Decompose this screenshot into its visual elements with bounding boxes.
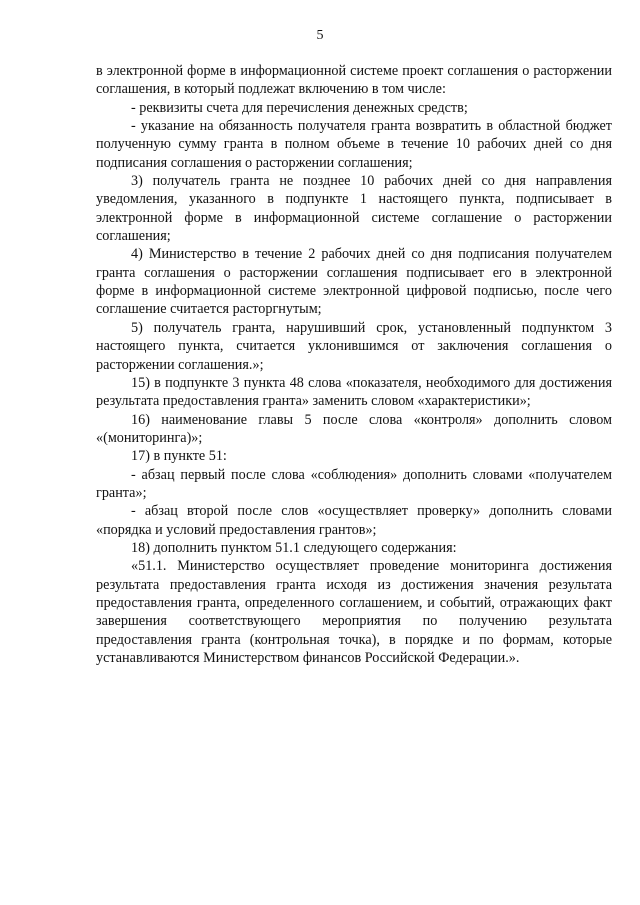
paragraph-item-3: 3) получатель гранта не позднее 10 рабочих дней со дня направления уведомления, указанного в подпункте 1 настоящего пункта, подписывает в электронной форме в информационной системе соглашение о расторжении соглашения; <box>96 173 612 245</box>
paragraph-item-15: 15) в подпункте 3 пункта 48 слова «показателя, необходимого для достижения результата предоставления гранта» заменить словом «характеристики»; <box>96 374 612 410</box>
paragraph-continuation: в электронной форме в информационной системе проект соглашения о расторжении соглашения, в который подлежат включению в том числе: <box>96 63 612 98</box>
document-body <box>96 62 612 667</box>
paragraph-item-17: 17) в пункте 51: <box>131 448 227 465</box>
paragraph-item-17-second: - абзац второй после слов «осуществляет проверку» дополнить словами «порядка и условий предоставления грантов»; <box>96 503 612 538</box>
paragraph-item-5: 5) получатель гранта, нарушивший срок, установленный подпунктом 3 настоящего пункта, считается уклонившимся от заключения соглашения о расторжении соглашения.»; <box>96 319 612 373</box>
paragraph-refund-obligation: - указание на обязанность получателя гранта возвратить в областной бюджет полученную сумму гранта в полном объеме в течение 10 рабочих дней со дня подписания соглашения о расторжении соглашения; <box>96 118 612 171</box>
paragraph-item-4: 4) Министерство в течение 2 рабочих дней со дня подписания получателем гранта соглашения о расторжении соглашения подписывает его в электронной форме в информационной системе электронной цифровой подписью, после чего соглашение считается расторгнутым; <box>96 246 612 318</box>
page-number: 5 <box>316 28 324 43</box>
paragraph-bank-details: - реквизиты счета для перечисления денежных средств; <box>131 99 468 116</box>
paragraph-item-18: 18) дополнить пунктом 51.1 следующего содержания: <box>131 539 457 556</box>
paragraph-item-17-first: - абзац первый после слова «соблюдения» дополнить словами «получателем гранта»; <box>96 466 612 501</box>
paragraph-clause-51-1: «51.1. Министерство осуществляет проведение мониторинга достижения результата предоставления гранта исходя из достижения значения результата предоставления гранта, определенного соглашением, и событий, отражающих факт завершения соответствующего мероприятия по получению результата предоставления гранта (контрольная точка), в порядке и по формам, которые устанавливаются Министерством финансов Российской Федерации.». <box>96 558 612 666</box>
paragraph-item-16: 16) наименование главы 5 после слова «контроля» дополнить словом «(мониторинга)»; <box>96 411 612 446</box>
